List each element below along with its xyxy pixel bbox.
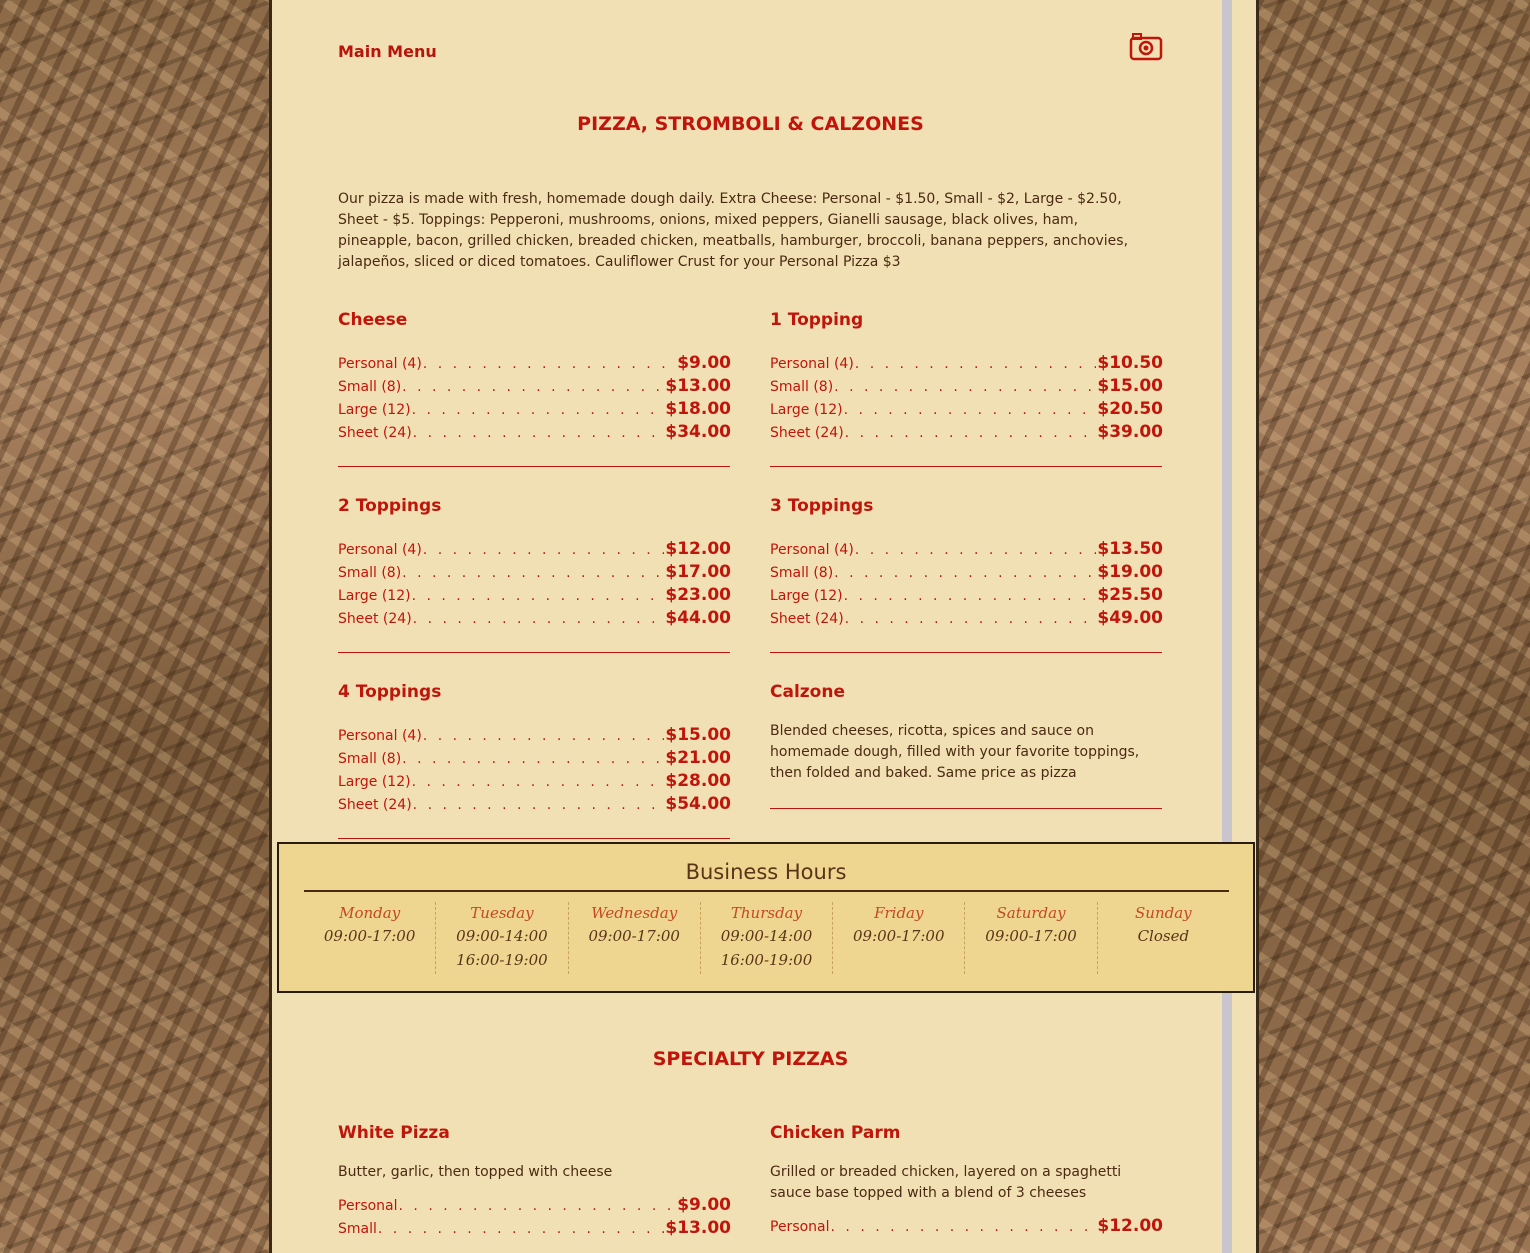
scrollbar-track[interactable] [1222,0,1232,1253]
price-row [338,585,731,608]
menu-item-2-toppings [338,496,731,631]
day-name: Sunday [1135,904,1192,922]
day-saturday [965,902,1097,974]
divider [770,466,1162,467]
business-hours-title: Business Hours [685,860,847,884]
price: $54.00 [665,794,731,814]
size-label: Personal (4) [338,728,422,744]
menu-item-description: Blended cheeses, ricotta, spices and sauce on homemade dough, filled with your favorite toppings, then folded and baked. Same price as pizza [770,723,1140,781]
price: $23.00 [665,585,731,605]
menu-item-title: Calzone [770,682,845,702]
size-label: Sheet (24) [338,797,412,813]
price-row [338,608,731,631]
day-sunday [1098,902,1229,974]
day-thursday [701,902,833,974]
main-menu-link[interactable]: Main Menu [338,42,437,61]
size-label: Personal (4) [770,356,854,372]
size-label: Small (8) [770,379,834,395]
day-friday [833,902,965,974]
price-row [338,794,731,817]
price-row [770,608,1163,631]
menu-item-description: Grilled or breaded chicken, layered on a spaghetti sauce base topped with a blend of 3 cheeses [770,1164,1122,1201]
size-label: Small [338,1221,377,1237]
pizza-intro: Our pizza is made with fresh, homemade dough daily. Extra Cheese: Personal - $1.50, Small - $2, Large - $2.50, Sheet - $5. Toppings: Pepperoni, mushrooms, onions, mixed peppers, Gianelli sausage, black olives, ham, pineapple, bacon, grilled chicken, breaded chicken, meatballs, hamburger, broccoli, banana peppers, anchovies, jalapeños, sliced or diced tomatoes. Cauliflower Crust for your Personal Pizza $3 [338,191,1129,270]
divider [770,808,1162,809]
price: $21.00 [665,748,731,768]
day-name: Saturday [996,904,1066,922]
menu-item-description: Butter, garlic, then topped with cheese [338,1164,613,1180]
size-label: Sheet (24) [338,425,412,441]
day-name: Friday [874,904,924,922]
price: $25.50 [1097,585,1163,605]
price: $17.00 [665,562,731,582]
menu-item-4-toppings [338,682,731,817]
price-row [770,562,1163,585]
menu-item-title: 1 Topping [770,310,864,330]
size-label: Personal [770,1219,830,1235]
day-hours: 09:00-17:00 [588,927,680,945]
price: $34.00 [665,422,731,442]
size-label: Large (12) [770,588,843,604]
size-label: Personal (4) [338,356,422,372]
day-hours: 09:00-14:00 [456,927,548,945]
menu-item-3-toppings [770,496,1163,631]
price: $13.00 [665,1218,731,1238]
top-bar [338,38,1163,78]
day-wednesday [569,902,701,974]
divider [770,652,1162,653]
day-name: Monday [339,904,401,922]
day-hours: Closed [1137,927,1190,945]
price: $19.00 [1097,562,1163,582]
divider [338,838,730,839]
size-label: Personal (4) [770,542,854,558]
price-row [338,376,731,399]
price-row [338,562,731,585]
size-label: Sheet (24) [338,611,412,627]
price-row [770,353,1163,376]
price: $13.00 [665,376,731,396]
price-row [338,748,731,771]
day-tuesday [436,902,568,974]
price-row [770,376,1163,399]
size-label: Large (12) [770,402,843,418]
price: $12.00 [665,539,731,559]
menu-item-title: 3 Toppings [770,496,874,516]
price: $9.00 [677,353,731,373]
day-name: Wednesday [591,904,678,922]
menu-item-chicken-parm [770,1123,1163,1239]
price-row [770,399,1163,422]
business-hours-panel [277,842,1255,993]
price-row [338,725,731,748]
size-label: Small (8) [770,565,834,581]
size-label: Small (8) [338,565,402,581]
price: $13.50 [1097,539,1163,559]
price-row [338,539,731,562]
price-row [338,1218,731,1241]
day-hours: 09:00-17:00 [853,927,945,945]
menu-item-calzone [770,682,1163,784]
menu-item-cheese [338,310,731,445]
size-label: Small (8) [338,751,402,767]
menu-item-title: White Pizza [338,1123,450,1143]
divider [338,652,730,653]
size-label: Large (12) [338,402,411,418]
camera-icon[interactable] [1129,32,1163,62]
price: $10.50 [1097,353,1163,373]
price-row [770,585,1163,608]
price: $20.50 [1097,399,1163,419]
price-row [338,771,731,794]
day-hours: 16:00-19:00 [456,951,548,969]
price: $18.00 [665,399,731,419]
day-name: Tuesday [470,904,534,922]
day-hours: 09:00-17:00 [323,927,416,945]
menu-item-title: 2 Toppings [338,496,442,516]
day-name: Thursday [730,904,803,922]
menu-item-title: Cheese [338,310,408,330]
size-label: Sheet (24) [770,425,844,441]
price: $9.00 [677,1195,731,1215]
business-hours-rule [304,890,1229,892]
size-label: Personal (4) [338,542,422,558]
size-label: Small (8) [338,379,402,395]
menu-item-title: Chicken Parm [770,1123,901,1143]
price: $44.00 [665,608,731,628]
size-label: Personal [338,1198,398,1214]
price-row [770,422,1163,445]
price: $28.00 [665,771,731,791]
size-label: Sheet (24) [770,611,844,627]
price: $15.00 [665,725,731,745]
size-label: Large (12) [338,588,411,604]
size-label: Large (12) [338,774,411,790]
price-row [338,399,731,422]
menu-item-title: 4 Toppings [338,682,442,702]
price-row [338,353,731,376]
price-row [770,1216,1163,1239]
section-title-pizza: PIZZA, STROMBOLI & CALZONES [577,113,924,135]
day-hours: 09:00-14:00 [720,927,813,945]
price: $12.00 [1097,1216,1163,1236]
day-monday [304,902,436,974]
menu-item-white-pizza [338,1123,731,1241]
price-row [770,539,1163,562]
day-hours: 16:00-19:00 [720,951,813,969]
menu-item-1-topping [770,310,1163,445]
price: $49.00 [1097,608,1163,628]
divider [338,466,730,467]
business-hours-days [304,902,1229,974]
day-hours: 09:00-17:00 [985,927,1077,945]
section-title-specialty: SPECIALTY PIZZAS [652,1048,849,1070]
price: $39.00 [1097,422,1163,442]
price-row [338,422,731,445]
price-row [338,1195,731,1218]
price: $15.00 [1097,376,1163,396]
